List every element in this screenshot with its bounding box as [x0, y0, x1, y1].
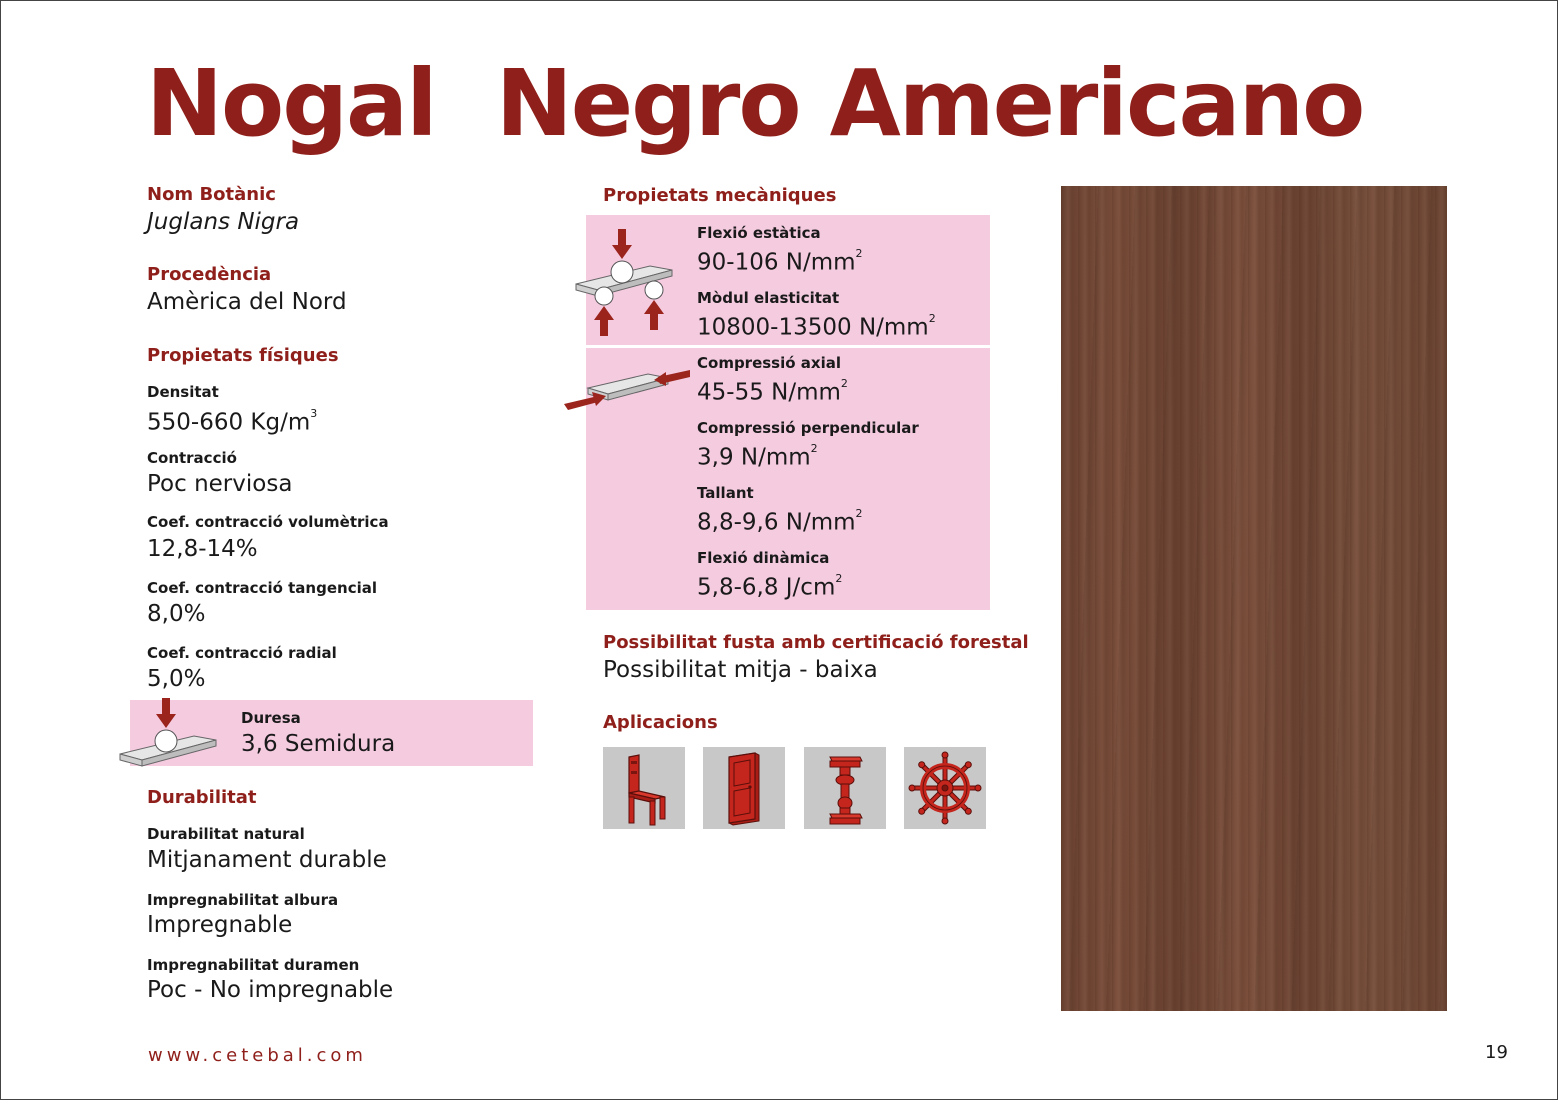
hardness-test-icon: [118, 696, 220, 772]
volumetric-coef-label: Coef. contracció volumètrica: [147, 513, 389, 531]
page-number: 19: [1485, 1042, 1508, 1063]
axial-compression-label: Compressió axial: [697, 354, 841, 372]
hardness-label: Duresa: [241, 709, 301, 727]
page-title: Nogal Negro Americano: [146, 50, 1364, 157]
heartwood-impregnability-value: Poc - No impregnable: [147, 977, 394, 1003]
chair-icon: [603, 747, 685, 829]
hardness-value: 3,6 Semidura: [241, 731, 396, 757]
app-tile-door: [703, 747, 785, 829]
origin-value: Amèrica del Nord: [147, 289, 347, 315]
door-icon: [703, 747, 785, 829]
volumetric-coef-value: 12,8-14%: [147, 536, 258, 562]
applications-heading: Aplicacions: [603, 712, 718, 733]
axial-compression-icon: [562, 366, 692, 412]
app-tile-ship-wheel: [904, 747, 986, 829]
static-bending-icon: [574, 226, 676, 338]
baluster-icon: [804, 747, 886, 829]
sapwood-impregnability-label: Impregnabilitat albura: [147, 891, 339, 909]
contraction-value: Poc nerviosa: [147, 471, 293, 497]
certification-value: Possibilitat mitja - baixa: [603, 657, 878, 683]
origin-heading: Procedència: [147, 264, 272, 285]
density-value: 550-660 $Kg/m^3$: [147, 407, 318, 436]
heartwood-impregnability-label: Impregnabilitat duramen: [147, 956, 360, 974]
elastic-modulus-value: 10800-13500 $N/mm^2$: [697, 312, 936, 341]
dynamic-bending-label: Flexió dinàmica: [697, 549, 830, 567]
botanic-name-heading: Nom Botànic: [147, 184, 276, 205]
elastic-modulus-label: Mòdul elasticitat: [697, 289, 840, 307]
dynamic-bending-value: 5,8-6,8 $J/cm^2$: [697, 572, 843, 601]
physical-properties-heading: Propietats físiques: [147, 345, 339, 366]
natural-durability-label: Durabilitat natural: [147, 825, 305, 843]
density-label: Densitat: [147, 383, 219, 401]
perpendicular-compression-value: 3,9 $N/mm^2$: [697, 442, 818, 471]
certification-heading: Possibilitat fusta amb certificació forestal: [603, 632, 1029, 653]
tangential-coef-label: Coef. contracció tangencial: [147, 579, 377, 597]
tangential-coef-value: 8,0%: [147, 601, 206, 627]
axial-compression-value: 45-55 $N/mm^2$: [697, 377, 848, 406]
contraction-label: Contracció: [147, 449, 237, 467]
shear-value: 8,8-9,6 $N/mm^2$: [697, 507, 863, 536]
radial-coef-label: Coef. contracció radial: [147, 644, 337, 662]
radial-coef-value: 5,0%: [147, 666, 206, 692]
app-tile-baluster: [804, 747, 886, 829]
ship-wheel-icon: [904, 747, 986, 829]
durability-heading: Durabilitat: [147, 787, 257, 808]
static-bending-label: Flexió estàtica: [697, 224, 821, 242]
mechanical-properties-heading: Propietats mecàniques: [603, 185, 837, 206]
footer-url[interactable]: www.cetebal.com: [148, 1045, 367, 1066]
natural-durability-value: Mitjanament durable: [147, 847, 387, 873]
static-bending-value: 90-106 $N/mm^2$: [697, 247, 863, 276]
app-tile-chair: [603, 747, 685, 829]
botanic-name-value: Juglans Nigra: [147, 209, 300, 235]
walnut-wood-sample-image: [1061, 186, 1447, 1011]
perpendicular-compression-label: Compressió perpendicular: [697, 419, 919, 437]
sapwood-impregnability-value: Impregnable: [147, 912, 293, 938]
shear-label: Tallant: [697, 484, 754, 502]
